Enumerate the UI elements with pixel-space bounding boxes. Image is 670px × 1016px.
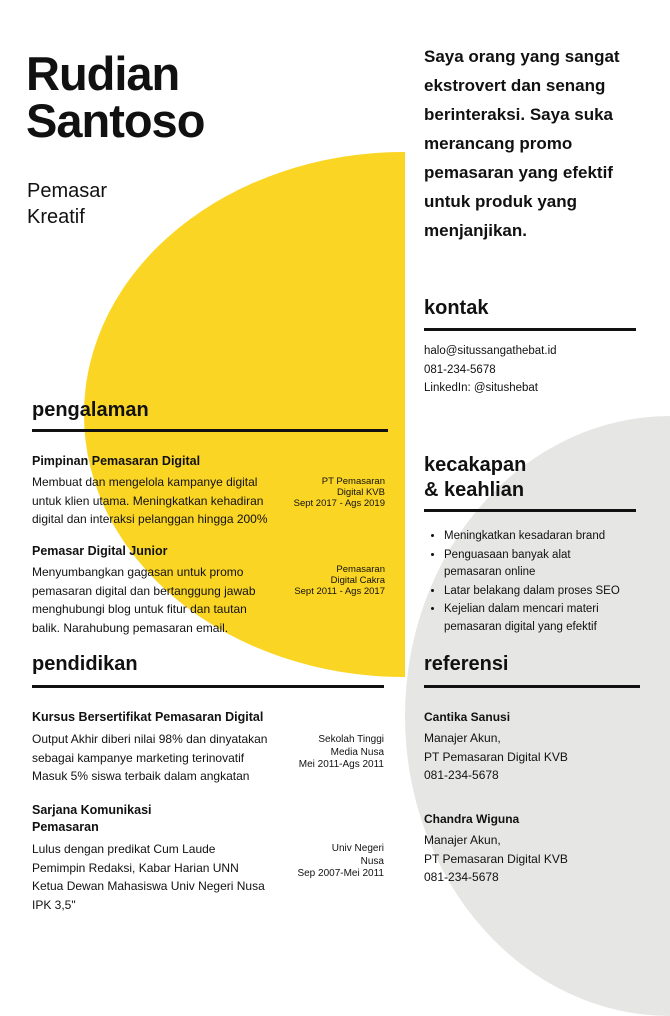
reference-company: PT Pemasaran Digital KVB	[424, 851, 568, 866]
skill-text: pemasaran digital yang efektif	[444, 620, 597, 633]
desc-line: Menyumbangkan gagasan untuk promo	[32, 565, 244, 579]
summary-line: menjanjikan.	[424, 221, 527, 240]
school-line: Univ Negeri	[331, 843, 384, 854]
desc-line: Masuk 5% siswa terbaik dalam angkatan	[32, 769, 250, 783]
skill-text: • Kejelian dalam mencari materi	[444, 603, 599, 615]
desc-line: digital dan interaksi pelanggan hingga 200%	[32, 512, 268, 526]
school-line: Sekolah Tinggi	[318, 734, 384, 745]
role-line: Pemasar	[27, 180, 108, 202]
experience-heading: pengalaman	[32, 399, 149, 421]
desc-line: sebagai kampanye marketing terinovatif	[32, 750, 245, 765]
skill-item	[444, 528, 659, 546]
skills-heading-line: & keahlian	[424, 479, 525, 501]
name-first: Rudian	[26, 47, 180, 100]
phone-number: 081-234-5678	[424, 363, 496, 376]
job-description	[32, 473, 268, 529]
desc-line: Ketua Dewan Mahasiswa Univ Negeri Nusa	[32, 879, 265, 893]
reference-phone: 081-234-5678	[424, 768, 499, 782]
school-dates: Mei 2011-Ags 2011	[298, 759, 384, 770]
reference-role: Manajer Akun,	[424, 731, 501, 745]
education-divider	[32, 685, 384, 688]
reference-role: Manajer Akun,	[424, 833, 501, 847]
job-meta	[294, 476, 385, 509]
summary-line: Saya orang yang sangat	[424, 47, 620, 66]
summary-line: merancang promo	[424, 134, 573, 153]
skill-text: • Meningkatkan kesadaran brand	[444, 530, 606, 542]
reference-phone: 081-234-5678	[424, 870, 499, 884]
company-line: Digital Cakra	[330, 575, 385, 586]
program-line: Pemasaran	[32, 820, 99, 834]
school-line: Nusa	[360, 855, 384, 867]
desc-line: balik. Narahubung pemasaran email.	[32, 620, 229, 635]
name-last: Santoso	[26, 94, 205, 147]
desc-line: Lulus dengan predikat Cum Laude	[32, 842, 216, 856]
reference-name: Cantika Sanusi	[424, 710, 511, 724]
skill-text: • Latar belakang dalam proses SEO	[444, 584, 620, 597]
program-line: Kursus Bersertifikat Pemasaran Digital	[32, 710, 264, 724]
desc-line: pemasaran digital dan bertanggung jawab	[32, 583, 256, 598]
skill-text: pemasaran online	[444, 566, 536, 578]
program-title	[32, 710, 263, 724]
school-line: Media Nusa	[330, 746, 384, 758]
references-divider	[424, 685, 640, 688]
job-title: Pimpinan Pemasaran Digital	[32, 454, 201, 468]
skills-heading	[424, 453, 526, 503]
contact-divider	[424, 328, 636, 331]
job-title: Pemasar Digital Junior	[32, 544, 168, 558]
email-address: halo@situssangathebat.id	[424, 345, 557, 357]
reference-entry	[424, 710, 568, 785]
program-description	[32, 840, 265, 914]
desc-line: Membuat dan mengelola kampanye digital	[32, 475, 258, 489]
summary-line: untuk produk yang	[424, 192, 577, 211]
desc-line: Pemimpin Redaksi, Kabar Harian UNN	[32, 860, 239, 875]
program-description	[32, 730, 267, 786]
skill-item	[444, 583, 659, 601]
role-line: Kreatif	[27, 206, 85, 228]
education-heading: pendidikan	[32, 653, 138, 675]
school-meta	[297, 843, 384, 881]
contact-details	[424, 342, 557, 398]
program-title	[32, 802, 152, 836]
skill-item	[444, 547, 659, 582]
skill-item	[444, 601, 659, 636]
reference-company: PT Pemasaran Digital KVB	[424, 749, 568, 764]
skills-divider	[424, 509, 636, 512]
summary-line: berinteraksi. Saya suka	[424, 105, 614, 124]
summary-line: pemasaran yang efektif	[424, 163, 613, 182]
job-meta	[294, 564, 385, 597]
skills-list	[424, 528, 659, 637]
desc-line: Output Akhir diberi nilai 98% dan dinyatakan	[32, 732, 268, 746]
skills-heading-line: kecakapan	[424, 454, 527, 476]
desc-line: IPK 3,5"	[32, 897, 76, 912]
job-role	[27, 178, 107, 230]
contact-heading: kontak	[424, 297, 489, 319]
reference-entry	[424, 812, 568, 887]
job-dates: Sept 2011 - Ags 2017	[294, 586, 385, 597]
profile-summary	[424, 42, 654, 245]
linkedin-handle: LinkedIn: @situshebat	[424, 382, 538, 394]
skill-text: • Penguasaan banyak alat	[444, 548, 571, 561]
desc-line: untuk klien utama. Meningkatkan kehadiran	[32, 493, 264, 508]
company-line: PT Pemasaran	[321, 476, 385, 487]
job-description	[32, 563, 256, 637]
school-dates: Sep 2007-Mei 2011	[297, 868, 384, 879]
full-name	[26, 47, 205, 147]
desc-line: menghubungi blog untuk fitur dan tautan	[32, 602, 247, 616]
summary-line: ekstrovert dan senang	[424, 76, 606, 95]
references-heading: referensi	[424, 653, 509, 675]
program-line: Sarjana Komunikasi	[32, 803, 152, 817]
job-dates: Sept 2017 - Ags 2019	[293, 498, 385, 509]
reference-name: Chandra Wiguna	[424, 812, 520, 826]
company-line: Digital KVB	[336, 487, 385, 498]
experience-divider	[32, 429, 388, 432]
company-line: Pemasaran	[336, 564, 385, 575]
school-meta	[299, 734, 384, 772]
